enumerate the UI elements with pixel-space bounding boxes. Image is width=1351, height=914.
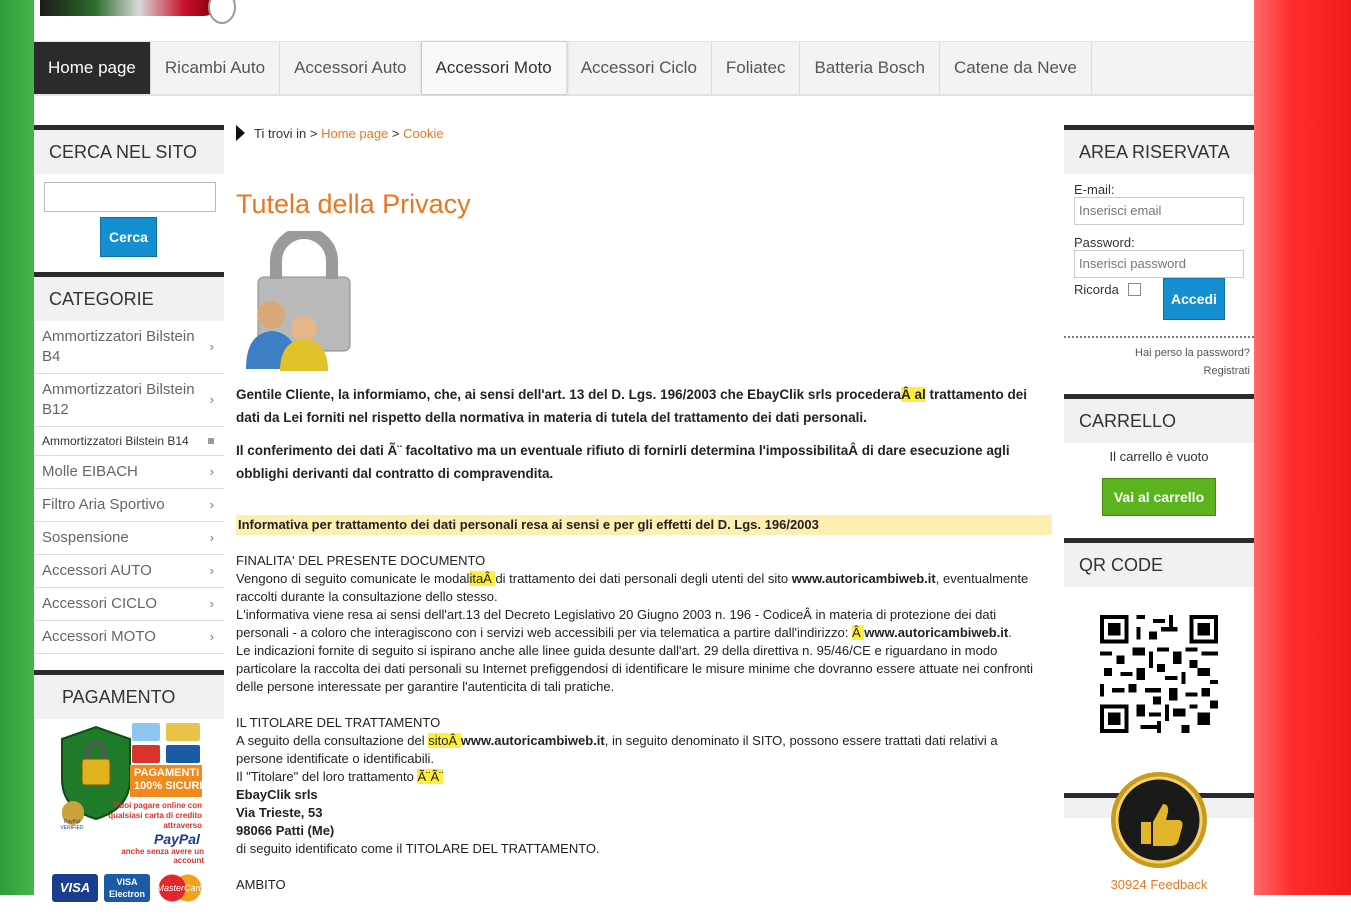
chevron-right-icon: › xyxy=(209,563,214,578)
mastercard-card-icon: MasterCard xyxy=(154,874,206,902)
highlighted-text: Ã¨Ã¨ xyxy=(417,769,444,784)
body-text: L'informativa viene resa ai sensi dell'art.13 del Decreto Legislativo 20 Giugno 2003 n. 196 - CodiceÂ in materia di protezione dei dati personali - a coloro che interagiscono con i servizi web accessibili per via telematica a partire dall'indirizzo: xyxy=(236,607,997,640)
visa-card-icon: VISA xyxy=(52,874,98,902)
category-item[interactable] xyxy=(34,588,224,621)
paypal-verified-badge: PayPal VERIFIED xyxy=(60,819,84,831)
feedback-thumbs-up-icon[interactable] xyxy=(1109,772,1209,872)
breadcrumb-current[interactable]: Cookie xyxy=(403,125,444,141)
categories-title: CATEGORIE xyxy=(34,272,224,321)
login-links xyxy=(1064,336,1254,380)
remember-label: Ricorda xyxy=(1074,282,1119,297)
breadcrumb-prefix: Ti trovi in > xyxy=(254,125,318,141)
chevron-right-icon: › xyxy=(209,392,214,407)
login-title: AREA RISERVATA xyxy=(1064,125,1254,174)
page-title: Tutela della Privacy xyxy=(236,189,471,219)
company-city: 98066 Patti (Me) xyxy=(236,823,335,838)
category-item[interactable] xyxy=(34,489,224,522)
remember-checkbox[interactable] xyxy=(1128,283,1141,296)
finalita-title: FINALITA' DEL PRESENTE DOCUMENTO xyxy=(236,553,486,568)
ambito-title: AMBITO xyxy=(236,877,286,892)
category-label: Ammortizzatori Bilstein B14 xyxy=(42,434,189,448)
nav-foliatec[interactable]: Foliatec xyxy=(712,42,801,94)
nav-ricambi-auto[interactable]: Ricambi Auto xyxy=(151,42,280,94)
left-sidebar xyxy=(34,125,224,909)
go-to-cart-button[interactable]: Vai al carrello xyxy=(1102,478,1216,516)
breadcrumb-home-link[interactable]: Home page xyxy=(321,125,389,141)
main-content xyxy=(236,125,1056,892)
category-label: Filtro Aria Sportivo xyxy=(42,496,165,513)
body-text: Vengono di seguito comunicate le modal xyxy=(236,571,470,586)
titolare-line xyxy=(236,768,1046,786)
search-box-title: CERCA NEL SITO xyxy=(34,125,224,174)
category-label: Ammortizzatori Bilstein B12 xyxy=(42,381,195,418)
nav-accessori-auto[interactable]: Accessori Auto xyxy=(280,42,421,94)
nav-catene-da-neve[interactable]: Catene da Neve xyxy=(940,42,1092,94)
payment-text-3: Puoi pagare online con qualsiasi carta di credito attraverso xyxy=(108,801,202,830)
category-label: Accessori MOTO xyxy=(42,628,156,645)
intro-paragraph-1 xyxy=(236,383,1046,429)
email-field[interactable]: Inserisci email xyxy=(1074,197,1244,225)
login-form xyxy=(1064,182,1254,324)
feedback-count[interactable]: 30924 Feedback xyxy=(1110,877,1208,892)
category-item[interactable] xyxy=(34,522,224,555)
main-nav xyxy=(34,41,1254,96)
breadcrumb-separator: > xyxy=(391,125,400,141)
payment-text-4: anche senza avere un account xyxy=(121,847,204,865)
body-text: Il "Titolare" del loro trattamento xyxy=(236,769,418,784)
payment-text-2: 100% SICURI xyxy=(134,780,203,792)
intro-text: Gentile Cliente, la informiamo, che, ai sensi dell'art. 13 del D. Lgs. 196/2003 che EbayClik srls procedera xyxy=(236,387,901,402)
highlighted-text: itaÂ xyxy=(469,571,496,586)
category-label: Accessori CICLO xyxy=(42,595,158,612)
category-label: Sospensione xyxy=(42,529,129,546)
nav-accessori-moto[interactable]: Accessori Moto xyxy=(422,42,567,94)
site-logo[interactable] xyxy=(40,0,240,30)
site-link[interactable]: www.autoricambiweb.it xyxy=(460,733,605,748)
chevron-right-icon: › xyxy=(209,339,214,354)
chevron-right-icon: › xyxy=(209,530,214,545)
intro-text: trattamento dei dati da Lei forniti nel rispetto della normativa in materia di tutela del trattamento dei dati personali. xyxy=(236,387,1028,425)
qr-code-image xyxy=(1100,615,1218,733)
titolare-closing: di seguito identificato come il TITOLARE DEL TRATTAMENTO. xyxy=(236,841,600,856)
highlighted-text: Â al xyxy=(900,387,926,402)
forgot-password-link[interactable]: Hai perso la password? xyxy=(1135,347,1250,359)
body-text: , in seguito denominato il SITO, possono essere trattati dati relativi a persone identificate o identificabili. xyxy=(236,733,998,766)
category-label: Molle EIBACH xyxy=(42,463,138,480)
category-item-active[interactable] xyxy=(34,427,224,456)
category-item[interactable] xyxy=(34,555,224,588)
paypal-label: PayPal xyxy=(154,831,200,847)
chevron-right-icon: › xyxy=(209,497,214,512)
visa-electron-card-icon: VISA Electron xyxy=(104,874,150,902)
titolare-title: IL TITOLARE DEL TRATTAMENTO xyxy=(236,715,441,730)
nav-home[interactable]: Home page xyxy=(34,42,151,94)
italian-flag-red-band xyxy=(1254,0,1351,895)
finalita-section xyxy=(236,552,1046,696)
payment-text-1: PAGAMENTI xyxy=(134,767,200,779)
logo-mouse-icon xyxy=(208,0,236,24)
search-button[interactable]: Cerca xyxy=(100,217,157,257)
nav-accessori-ciclo[interactable]: Accessori Ciclo xyxy=(567,42,712,94)
payment-title: PAGAMENTO xyxy=(34,670,224,719)
qr-title: QR CODE xyxy=(1064,538,1254,587)
password-field[interactable]: Inserisci password xyxy=(1074,250,1244,278)
finalita-paragraph-2: L'informativa viene resa ai sensi dell'art.13 del Decreto Legislativo 20 Giugno 2003 n. 196 - CodiceÂ in materia di protezione dei dati personali - a coloro che interagiscono con i servizi web accessibili per via telematica a partire dall'indirizzo: Â www.autoricambiweb.it. xyxy=(236,607,1012,640)
titolare-paragraph xyxy=(236,732,1046,768)
body-text: A seguito della consultazione del xyxy=(236,733,429,748)
category-item[interactable] xyxy=(34,374,224,427)
email-label: E-mail: xyxy=(1074,182,1115,197)
nav-batteria-bosch[interactable]: Batteria Bosch xyxy=(800,42,940,94)
finalita-paragraph-3: Le indicazioni fornite di seguito si ispirano anche alle linee guida desunte dall'art. 29 della direttiva n. 95/46/CE e riguardano in modo particolare la raccolta dei dati personali su Internet prefiggendosi di identificare le misure minime che dovranno essere attuate nei confronti delle persone interessate per garantire l'autenticita di tali pratiche. xyxy=(236,643,1034,694)
cart-title: CARRELLO xyxy=(1064,394,1254,443)
chevron-right-icon: › xyxy=(209,629,214,644)
category-item[interactable] xyxy=(34,621,224,654)
logo-bar xyxy=(40,0,220,16)
italian-flag-green-band xyxy=(0,0,34,895)
right-sidebar xyxy=(1064,125,1254,818)
breadcrumb xyxy=(236,125,1056,141)
titolare-section xyxy=(236,714,1046,858)
page xyxy=(34,0,1254,899)
privacy-lock-image xyxy=(236,231,386,371)
payment-badge xyxy=(34,719,224,909)
search-input[interactable] xyxy=(44,182,216,212)
finalita-paragraph xyxy=(236,570,1046,606)
category-list xyxy=(34,321,224,654)
body-text: di trattamento dei dati personali degli utenti del sito xyxy=(495,571,792,586)
triangle-right-icon xyxy=(236,125,245,141)
chevron-right-icon: › xyxy=(209,464,214,479)
company-name: EbayClik srls xyxy=(236,787,318,802)
site-link[interactable]: www.autoricambiweb.it xyxy=(791,571,936,586)
category-item[interactable] xyxy=(34,456,224,489)
square-bullet-icon xyxy=(208,438,214,444)
body-text: , eventualmente raccolti durante la consultazione dello stesso. xyxy=(236,571,1029,604)
highlighted-text: Â xyxy=(851,625,865,640)
intro-paragraph-2: Il conferimento dei dati Ã¨ facoltativo ma un eventuale rifiuto di fornirli determina l'impossibilitaÂ di dare esecuzione agli obblighi derivanti dal contratto di compravendita. xyxy=(236,443,1010,481)
login-button[interactable]: Accedi xyxy=(1163,278,1225,320)
category-item[interactable] xyxy=(34,321,224,374)
register-link[interactable]: Registrati xyxy=(1203,365,1250,377)
cart-empty-text: Il carrello è vuoto xyxy=(1109,449,1209,464)
intro-section xyxy=(236,383,1046,485)
company-address: Via Trieste, 53 xyxy=(236,805,323,820)
category-label: Accessori AUTO xyxy=(42,562,152,579)
login-actions xyxy=(1074,278,1254,324)
password-label: Password: xyxy=(1074,235,1135,250)
site-link[interactable]: www.autoricambiweb.it xyxy=(864,625,1009,640)
category-label: Ammortizzatori Bilstein B4 xyxy=(42,328,195,365)
highlighted-text: sitoÂ xyxy=(428,733,461,748)
info-banner: Informativa per trattamento dei dati personali resa ai sensi e per gli effetti del D. Lgs. 196/2003 xyxy=(236,515,1052,535)
chevron-right-icon: › xyxy=(209,596,214,611)
